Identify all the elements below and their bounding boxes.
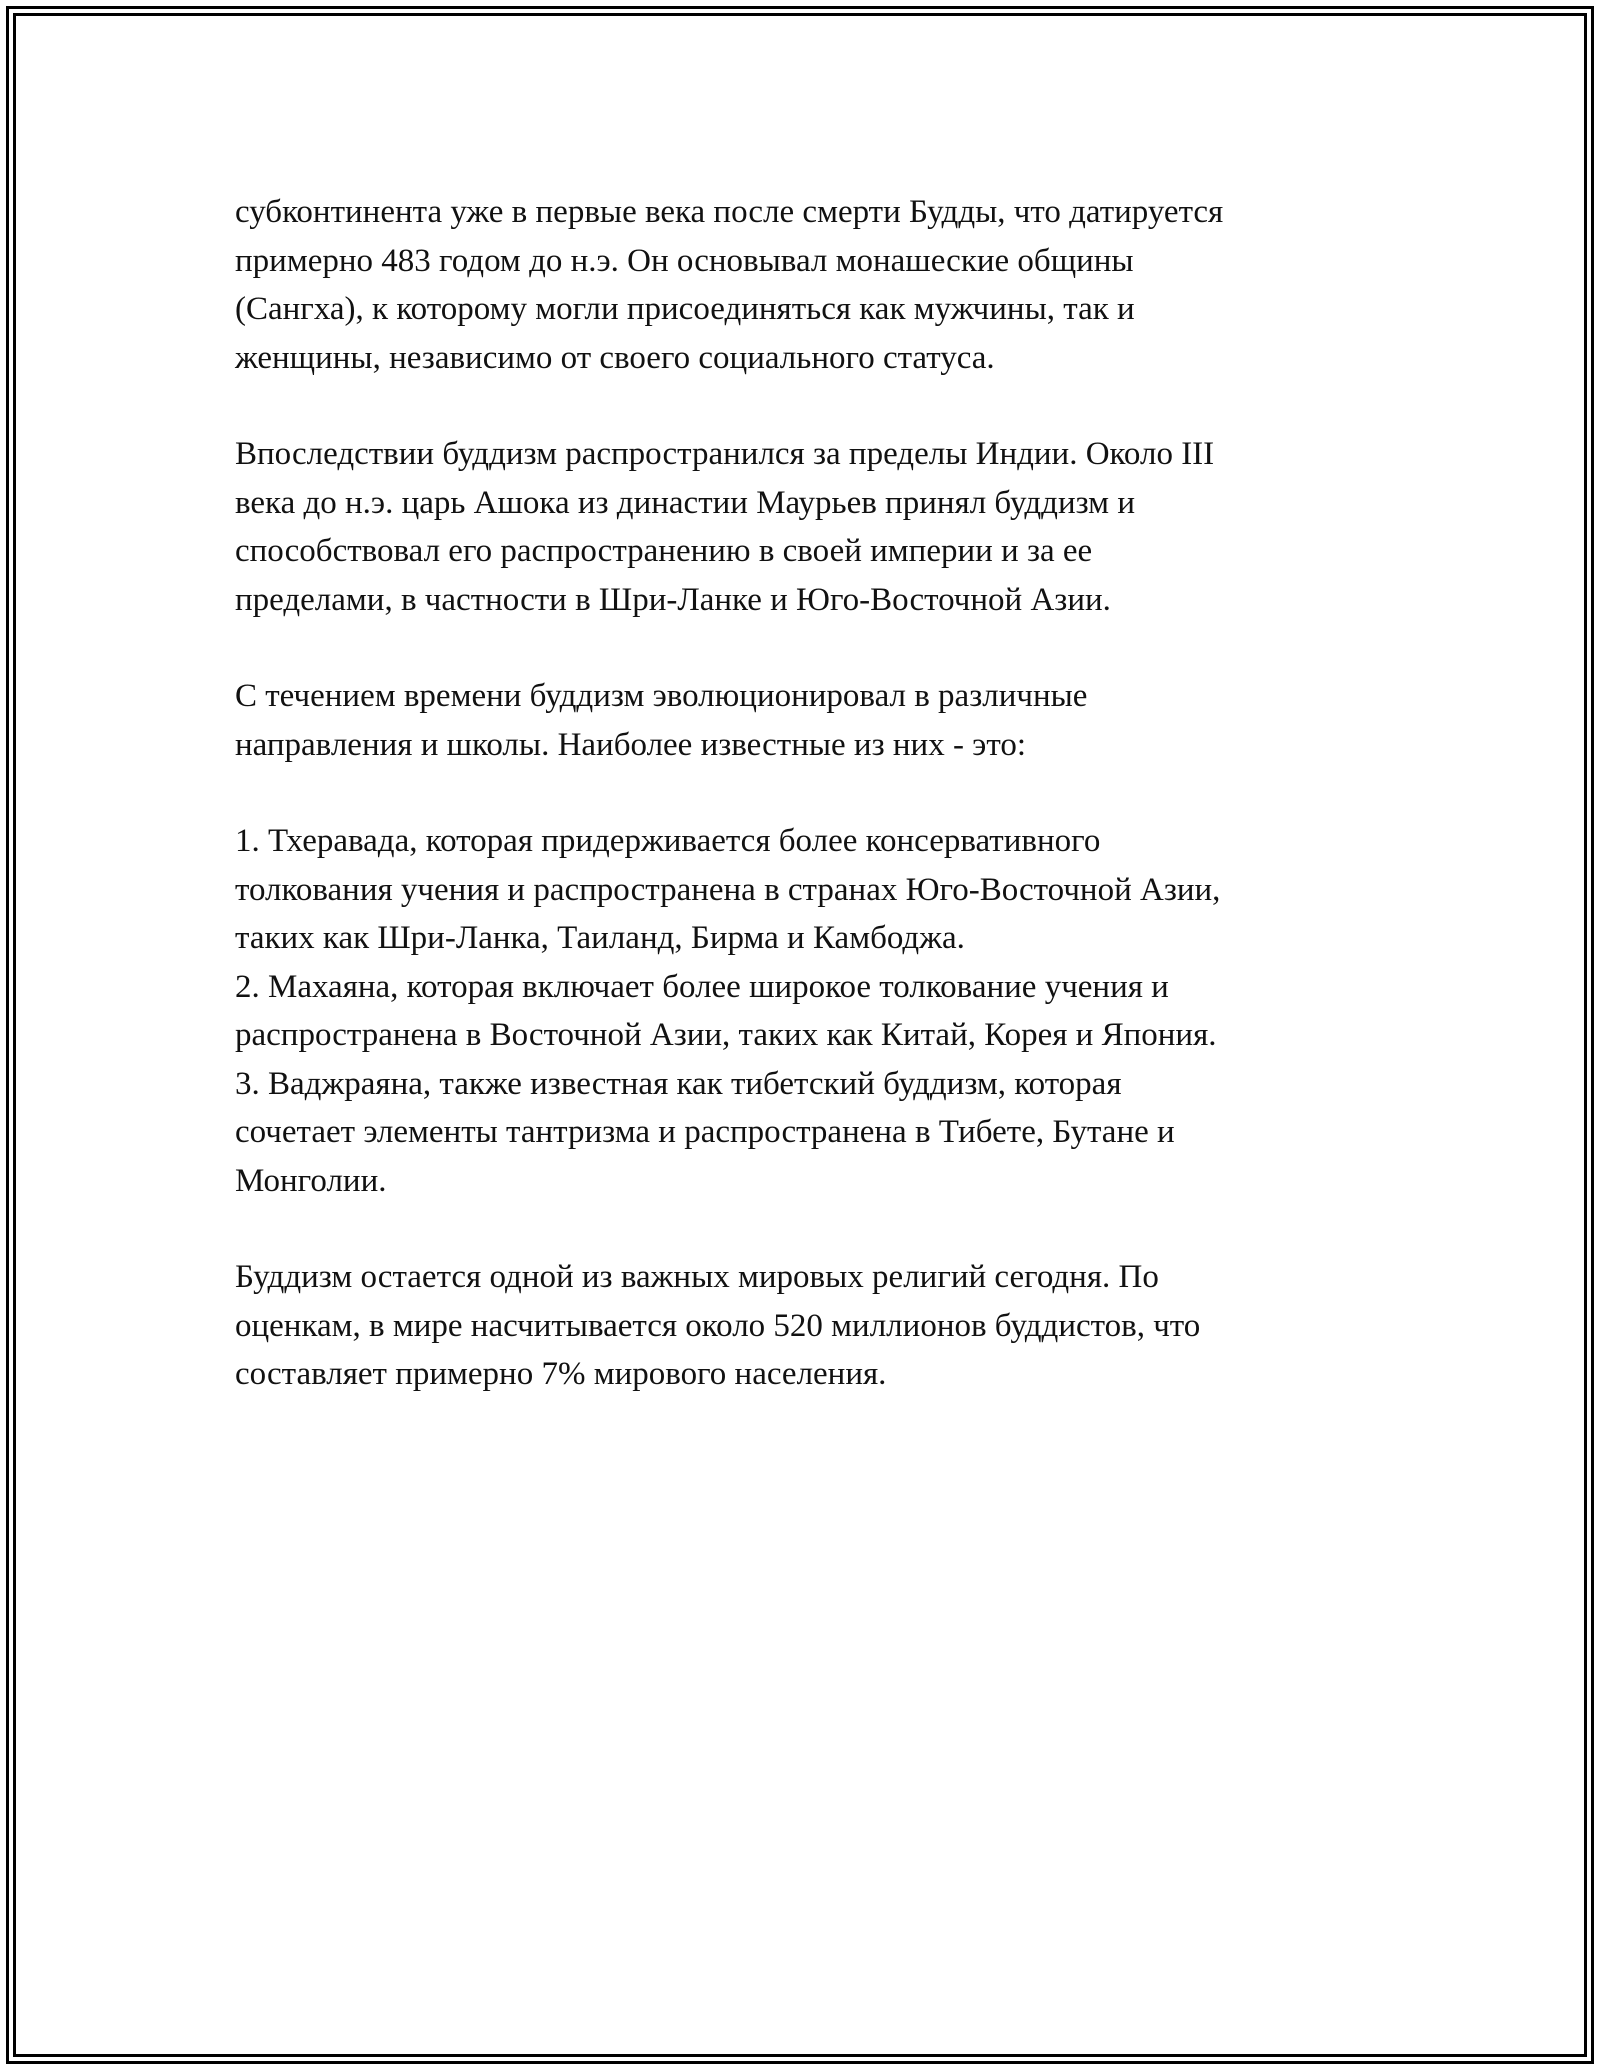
list-item-line: сочетает элементы тантризма и распространена в Тибете, Бутане и — [235, 1114, 1175, 1150]
text-line: века до н.э. царь Ашока из династии Маурьев принял буддизм и — [235, 484, 1135, 521]
paragraph-today — [235, 1253, 1375, 1399]
list-item-line: 2. Махаяна, которая включает более широкое толкование учения и — [235, 968, 1169, 1005]
paragraph-schools-intro — [235, 672, 1375, 769]
text-line: пределами, в частности в Шри-Ланке и Юго-Восточной Азии. — [235, 581, 1111, 618]
text-line: составляет примерно 7% мирового населения. — [235, 1356, 887, 1392]
text-line: (Сангха), к которому могли присоединяться как мужчины, так и — [235, 291, 1135, 327]
paragraph-schools-list — [235, 817, 1375, 1205]
text-line: оценкам, в мире насчитывается около 520 миллионов буддистов, что — [235, 1307, 1201, 1344]
text-line: субконтинента уже в первые века после смерти Будды, что датируется — [235, 194, 1224, 230]
list-item-line: 1. Тхеравада, которая придерживается более консервативного — [235, 823, 1101, 859]
list-item-line: 3. Ваджраяна, также известная как тибетский буддизм, которая — [235, 1065, 1122, 1102]
list-item-line: распространена в Восточной Азии, таких как Китай, Корея и Япония. — [235, 1017, 1217, 1053]
text-line: женщины, независимо от своего социального статуса. — [235, 339, 995, 376]
text-line: С течением времени буддизм эволюционировал в различные — [235, 678, 1088, 714]
document-body — [235, 188, 1375, 1447]
text-line: направления и школы. Наиболее известные из них - это: — [235, 726, 1027, 763]
list-item-line: толкования учения и распространена в странах Юго-Восточной Азии, — [235, 871, 1221, 908]
text-line: Буддизм остается одной из важных мировых религий сегодня. По — [235, 1259, 1159, 1295]
paragraph-spread — [235, 430, 1375, 624]
paragraph-origins — [235, 188, 1375, 382]
list-item-line: Монголии. — [235, 1162, 387, 1199]
text-line: примерно 483 годом до н.э. Он основывал монашеские общины — [235, 242, 1134, 279]
list-item-line: таких как Шри-Ланка, Таиланд, Бирма и Камбоджа. — [235, 920, 965, 956]
text-line: способствовал его распространению в своей империи и за ее — [235, 533, 1093, 569]
text-line: Впоследствии буддизм распространился за пределы Индии. Около III — [235, 436, 1215, 472]
